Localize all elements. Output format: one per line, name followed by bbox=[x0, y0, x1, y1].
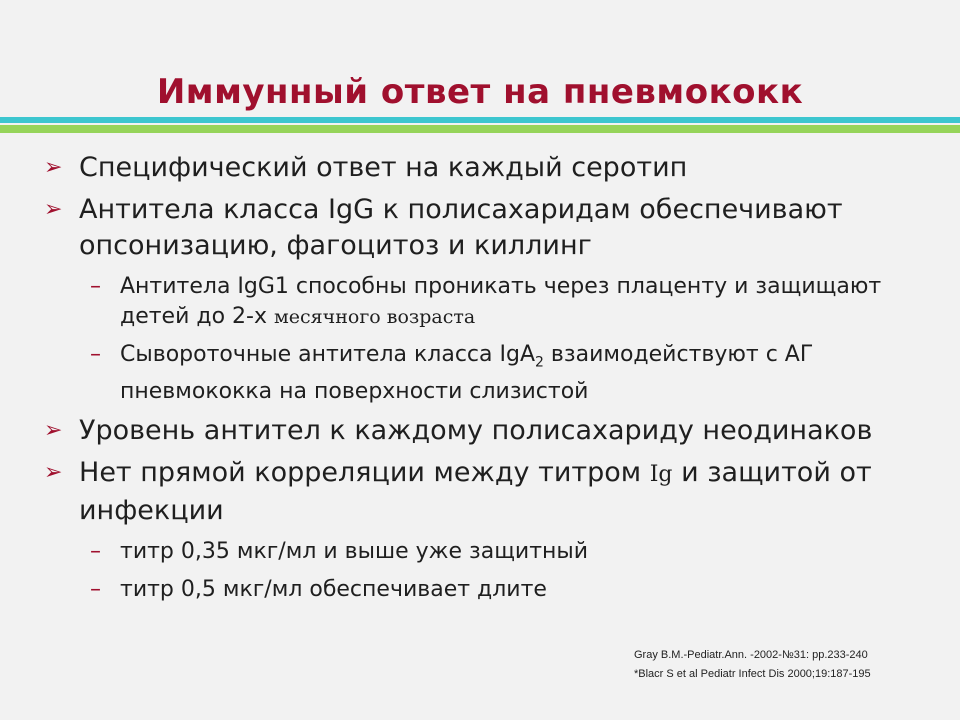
sub-bullet-text-serif: месячного возраста bbox=[274, 306, 476, 328]
bullet-item bbox=[44, 192, 924, 264]
bullet-text: Уровень антител к каждому полисахариду неодинаков bbox=[79, 415, 873, 447]
references-box bbox=[632, 646, 875, 684]
title-underline-cyan bbox=[0, 117, 960, 123]
bullet-item bbox=[44, 150, 924, 186]
bullet-text: ет прямой корреляции между титром bbox=[99, 457, 650, 489]
dash-icon: – bbox=[90, 539, 101, 565]
slide-title: Иммунный ответ на пневмококк bbox=[156, 72, 804, 112]
bullet-text: и защитой от инфекции bbox=[79, 457, 872, 527]
sub-bullet-item bbox=[44, 340, 924, 407]
sub-bullet-item bbox=[44, 537, 924, 567]
sub-bullet-item bbox=[44, 272, 924, 332]
arrow-right-icon: ➢ bbox=[44, 460, 63, 486]
reference-item: *Blacr S et al Pediatr Infect Dis 2000;19:187-195 bbox=[634, 668, 871, 680]
sub-bullet-text: Сывороточные антитела класса IgA bbox=[120, 342, 536, 367]
bullet-text-serif: Ig bbox=[649, 462, 673, 488]
bullet-text: Специфический ответ на каждый серотип bbox=[79, 152, 688, 183]
arrow-right-icon: ➢ bbox=[44, 418, 63, 444]
bullet-text: Антитела класса IgG к полисахаридам обеспечивают опсонизацию, фагоцитоз и киллинг bbox=[79, 194, 843, 261]
dash-icon: – bbox=[90, 274, 101, 299]
bullet-list bbox=[44, 150, 924, 611]
bullet-text: Н bbox=[79, 457, 100, 489]
sub-bullet-text: титр 0,35 мкг/мл и выше уже защитный bbox=[120, 539, 589, 565]
bullet-item bbox=[44, 455, 924, 529]
dash-icon: – bbox=[90, 342, 101, 367]
dash-icon: – bbox=[90, 577, 101, 603]
reference-item: Gray B.M.-Pediatr.Ann. -2002-№31: pp.233-240 bbox=[634, 649, 868, 661]
sub-bullet-text: титр 0,5 мкг/мл обеспечивает длите bbox=[120, 577, 547, 603]
sub-bullet-text: взаимодействуют с АГ пневмококка на поверхности слизистой bbox=[120, 342, 814, 405]
subscript: 2 bbox=[535, 354, 544, 371]
arrow-right-icon: ➢ bbox=[44, 155, 63, 180]
sub-bullet-text: Антитела IgG1 способны проникать через плаценту и защищают детей до 2-х bbox=[120, 274, 882, 329]
title-underline-green bbox=[0, 125, 960, 133]
sub-bullet-item bbox=[44, 575, 924, 605]
arrow-right-icon: ➢ bbox=[44, 197, 63, 222]
bullet-item bbox=[44, 413, 924, 449]
